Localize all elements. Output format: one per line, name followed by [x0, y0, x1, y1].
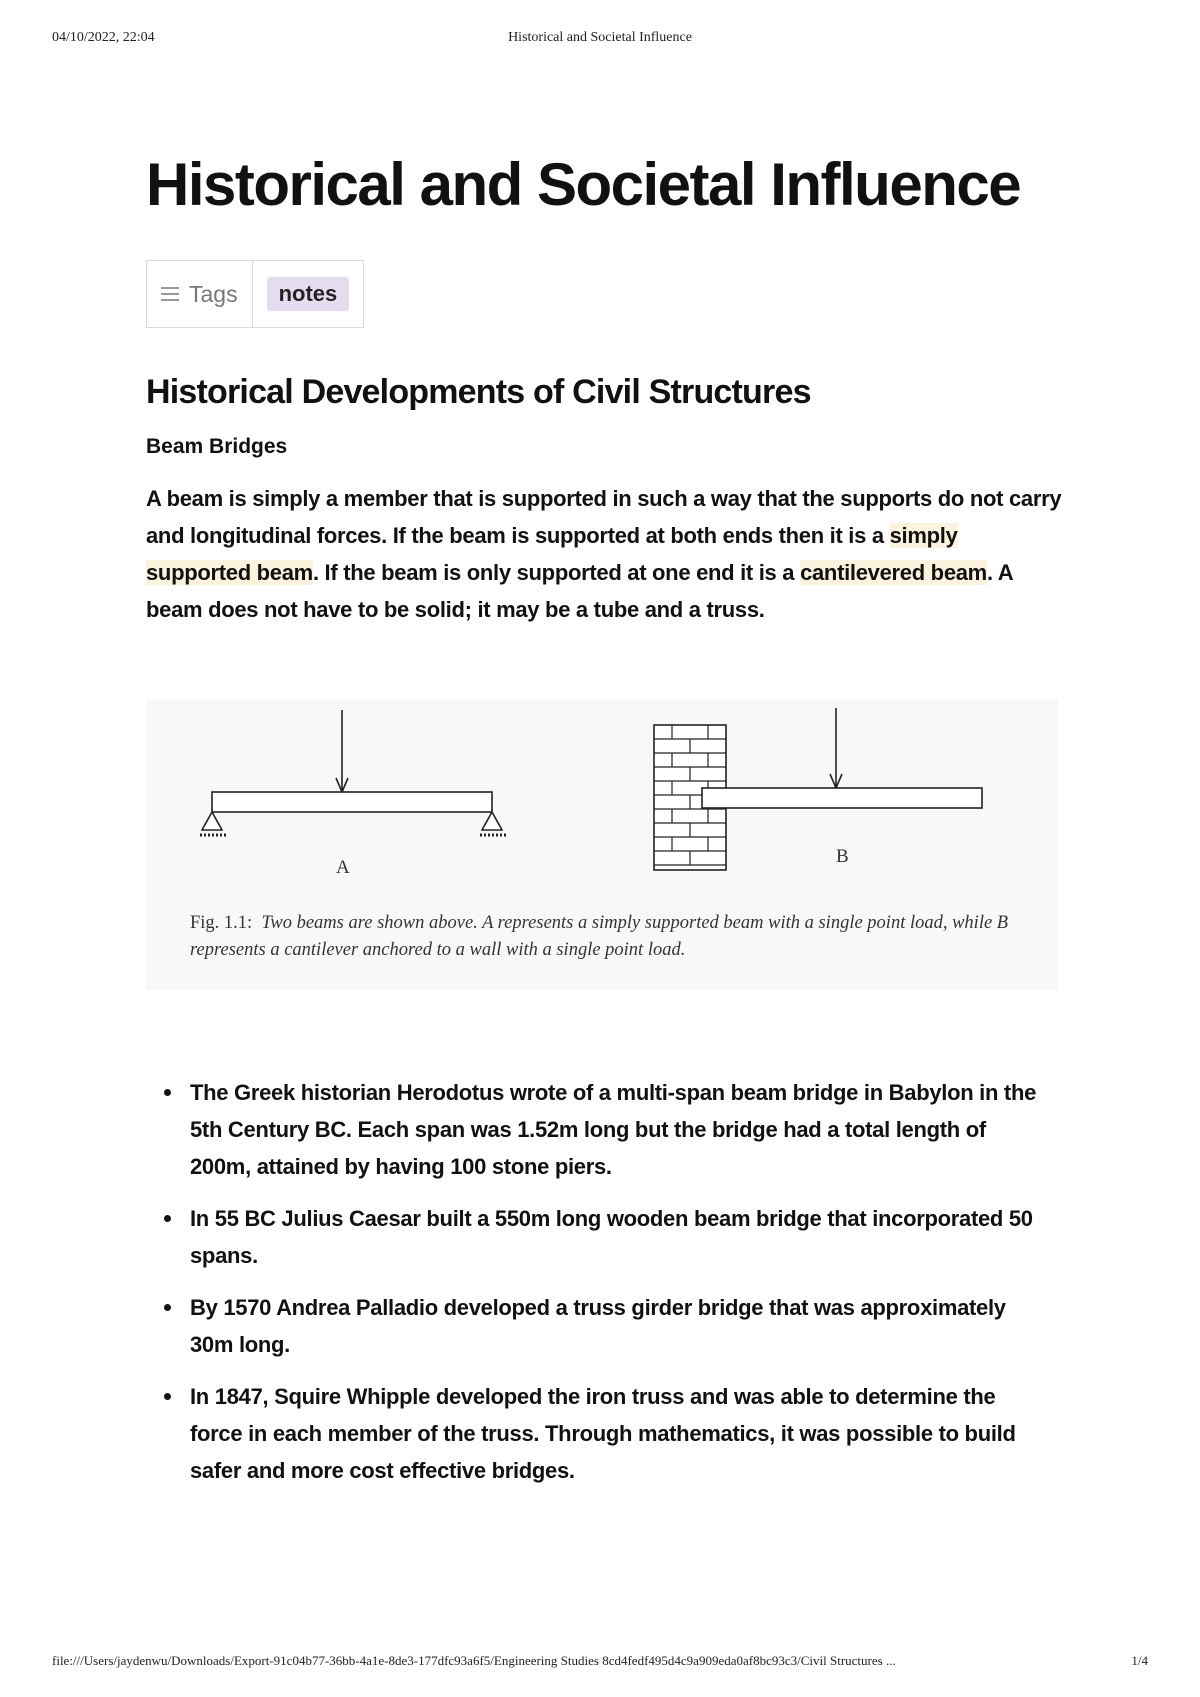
tags-property — [146, 260, 364, 328]
list-item: By 1570 Andrea Palladio developed a truss girder bridge that was approximately 30m long. — [190, 1289, 1066, 1363]
file-path: file:///Users/jaydenwu/Downloads/Export-91c04b77-36bb-4a1e-8de3-177dfc93a6f5/Engineering Studies 8cd4fedf495d4c9a909eda0af8bc93c3/Civil Structures ... — [52, 1653, 896, 1668]
page-title: Historical and Societal Influence — [146, 151, 1021, 218]
history-bullet-list — [146, 1074, 1066, 1489]
cantilever-beam-diagram — [654, 708, 982, 870]
tag-notes[interactable]: notes — [267, 277, 350, 311]
figure-label-b: B — [836, 846, 849, 867]
list-icon — [161, 287, 179, 301]
simply-supported-beam-diagram — [200, 710, 506, 835]
subsection-title: Beam Bridges — [146, 435, 288, 458]
caption-text: Two beams are shown above. A represents a simply supported beam with a single point load, while B represents a cantilever anchored to a wall with a single point load. — [190, 913, 1009, 960]
figure-caption — [190, 910, 1040, 964]
print-header — [52, 30, 1148, 52]
beam-paragraph — [146, 480, 1066, 628]
beam-figure — [146, 700, 1058, 990]
print-title: Historical and Societal Influence — [508, 30, 692, 45]
highlight-cantilevered: cantilevered beam — [800, 560, 987, 585]
tags-label: Tags — [189, 280, 238, 307]
figure-label-a: A — [336, 857, 350, 878]
paragraph-text: . A beam does not have to be solid; it may be a tube and a truss. — [146, 560, 1013, 622]
page-number: 1/4 — [1131, 1653, 1148, 1668]
document-content — [146, 140, 1066, 1504]
section-title: Historical Developments of Civil Structures — [146, 373, 811, 411]
print-footer — [52, 1653, 1148, 1675]
tags-value-cell[interactable] — [252, 261, 364, 327]
caption-label: Fig. 1.1: — [190, 913, 253, 933]
list-item: The Greek historian Herodotus wrote of a multi-span beam bridge in Babylon in the 5th Century BC. Each span was 1.52m long but the bridge had a total length of 200m, attained by having 100 stone piers. — [190, 1074, 1066, 1185]
print-date: 04/10/2022, 22:04 — [52, 30, 155, 45]
tags-label-cell — [147, 261, 252, 327]
paragraph-text: A beam is simply a member that is supported in such a way that the supports do not carry and longitudinal forces. If the beam is supported at both ends then it is a — [146, 486, 1062, 548]
list-item: In 55 BC Julius Caesar built a 550m long wooden beam bridge that incorporated 50 spans. — [190, 1200, 1066, 1274]
highlight-simply-supported: simply supported beam — [146, 523, 958, 585]
list-item: In 1847, Squire Whipple developed the iron truss and was able to determine the force in each member of the truss. Through mathematics, it was possible to build safer and more cost effective bridges. — [190, 1378, 1066, 1489]
paragraph-text: . If the beam is only supported at one end it is a — [312, 560, 801, 585]
